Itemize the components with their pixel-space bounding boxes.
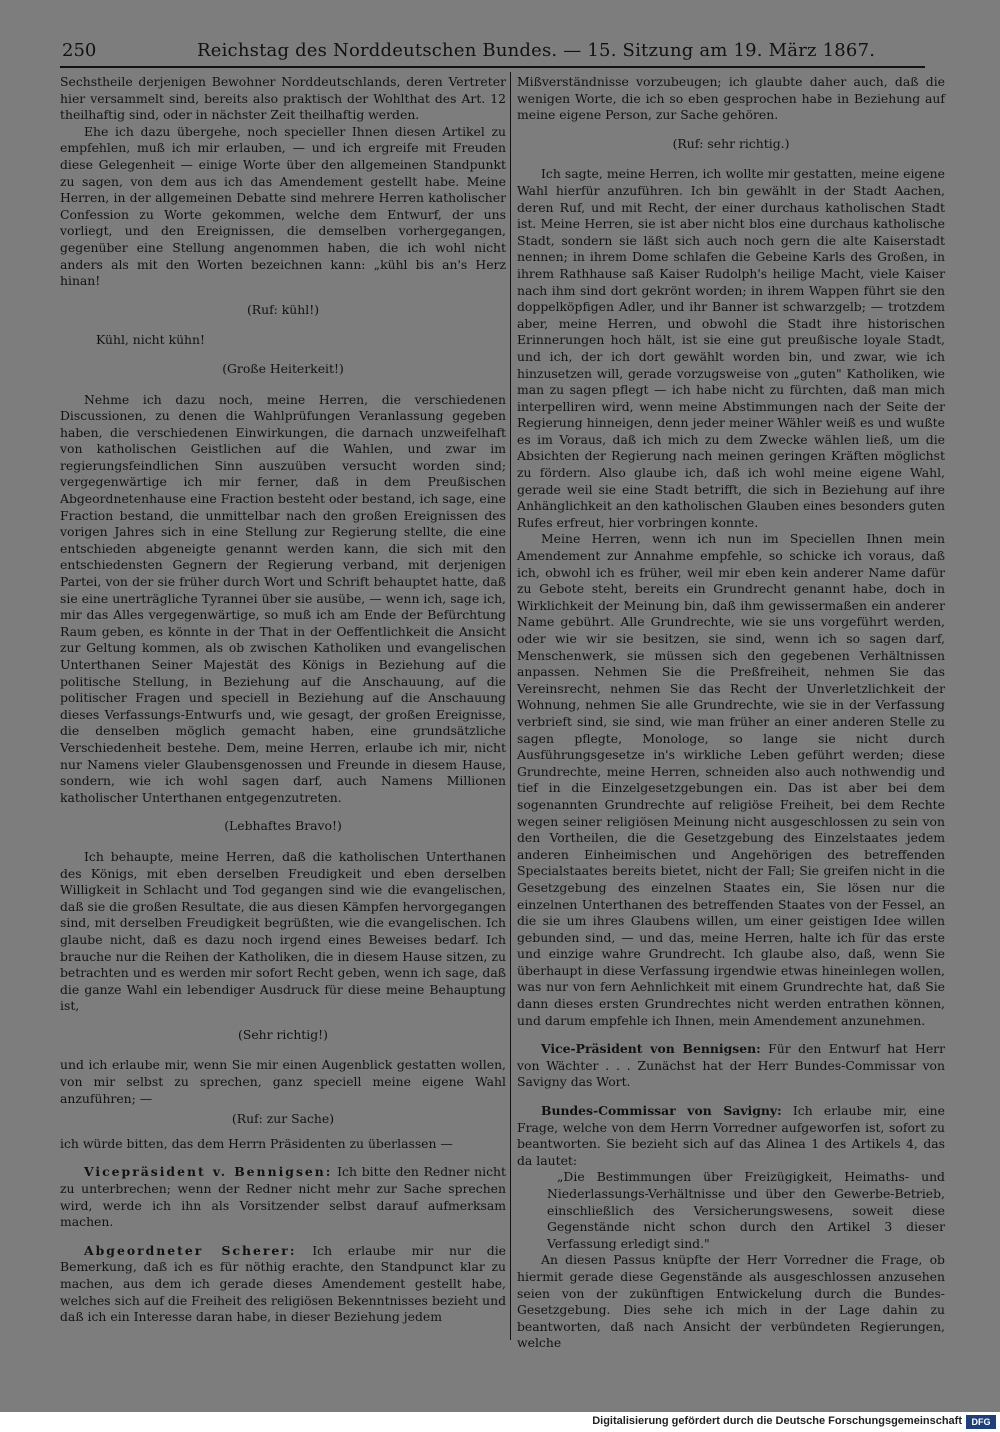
paragraph: Mißverständnisse vorzubeugen; ich glaubte daher auch, daß die wenigen Worte, die ich so eben gesprochen habe in Beziehung auf meine eigene Person, zur Sache gehören. (517, 74, 945, 123)
paragraph: An diesen Passus knüpfte der Herr Vorredner die Frage, ob hiermit gerade diese Gegenstände als ausgeschlossen anzusehen seien von der zukünftigen Entwickelung durch die Bundes-Gesetzgebung. Dies sehe ich mich in der Lage dahin zu beantworten, daß nach Ansicht der verbündeten Regierungen, welche (517, 1252, 945, 1351)
speaker-paragraph (60, 1243, 506, 1326)
interjection: (Ruf: sehr richtig.) (672, 135, 790, 151)
speaker-name: Vice-Präsident von Bennigsen: (541, 1041, 761, 1057)
paragraph: Kühl, nicht kühn! (96, 332, 205, 348)
paragraph: Ich sagte, meine Herren, ich wollte mir gestatten, meine eigene Wahl hierfür anzuführen. Ich bin gewählt in der Stadt Aachen, deren Ruf, und mit Recht, der einer durchaus katholischen Stadt ist. Meine Herren, sie ist aber nicht blos eine durchaus katholische Stadt, sondern sie läßt sich auch noch gern die alte Kaiserstadt nennen; in ihrem Dome schlafen die Gebeine Karls des Großen, in ihrem Rathhause saß Kaiser Rudolph's heilige Macht, viele Kaiser nach ihm sind dort gekrönt worden; in ihrem Wappen führt sie den doppelköpfigen Adler, und ihr Banner ist schwarzgelb; — trotzdem aber, meine Herren, und obwohl die Stadt ihre historischen Erinnerungen hoch hält, ist sie eine gut preußische loyale Stadt, und ich, der ich dort gewählt worden bin, und zwar, wie ich hinzusetzen will, gerade vorzugsweise von „guten" Katholiken, wie man zu sagen pflegt — ich habe nicht zu fürchten, daß man mich interpelliren wird, wenn meine Abstimmungen nach der Seite der Regierung hinneigen, denn jeder meiner Wähler weiß es und wußte es im Voraus, daß ich mich zu dem Zwecke wählen ließ, um die Absichten der Regierung nach meinen geringen Kräften möglichst zu fördern. Also glaube ich, daß ich wohl meine eigene Wahl, gerade weil sie eine Stadt betrifft, die sich in Beziehung auf ihre Anhänglichkeit an den katholischen Glauben eines besonders guten Rufes erfreut, hier vorbringen konnte. (517, 166, 945, 530)
left-column (60, 74, 506, 1326)
page-number: 250 (62, 40, 97, 61)
right-column (517, 74, 945, 1352)
paragraph: Nehme ich dazu noch, meine Herren, die verschiedenen Discussionen, zu denen die Wahlprüfungen Veranlassung gegeben haben, die verschiedenen Einwirkungen, die darnach unzweifelhaft von katholischen Geistlichen auf die Wahlen, und zwar im regierungsfeindlichen Sinn auszuüben versucht worden sind; vergegenwärtige ich mir ferner, daß in dem Preußischen Abgeordnetenhause eine Fraction besteht oder bestand, ich sage, eine Fraction bestand, die unmittelbar nach den großen Ereignissen des vorigen Jahres sich in eine Stellung zur Regierung stellte, die eine entschieden abgeneigte genannt werden kann, die sich mit den entschiedensten Gegnern der Regierung verband, mit derjenigen Partei, von der sie früher durch Wort und Schrift behauptet hatte, daß sie eine unerträgliche Tyrannei über sie ausübe, — wenn ich, sage ich, mir das Alles vergegenwärtige, so muß ich am Ende der Befürchtung Raum geben, es könnte in der That in der Oeffentlichkeit die Ansicht zur Geltung kommen, als ob zwischen Katholiken und evangelischen Unterthanen Seiner Majestät des Königs in Beziehung auf die politische Stellung, in Beziehung auf die Anschauung, auf die politischer Fragen und speciell in Beziehung auf die Anschauung dieses Verfassungs-Entwurfs und, wie gesagt, der großen Ereignisse, die denselben möglich gemacht haben, eine grundsätzliche Verschiedenheit bestehe. Dem, meine Herren, erlaube ich mir, nicht nur Namens vieler Glaubensgenossen und Freunde in diesem Hause, sondern, wie ich wohl sagen darf, auch Namens Millionen katholischer Unterthanen entgegenzutreten. (60, 391, 506, 805)
interjection: (Ruf: zur Sache) (231, 1111, 335, 1127)
quoted-article: „Die Bestimmungen über Freizügigkeit, Heimaths- und Niederlassungs-Verhältnisse und über den Gewerbe-Betrieb, einschließlich des Versicherungswesens, soweit diese Gegenstände nicht schon durch den Artikel 3 dieser Verfassung erledigt sind." (547, 1169, 945, 1251)
paragraph: und ich erlaube mir, wenn Sie mir einen Augenblick gestatten wollen, von mir selbst zu sprechen, ganz speciell meine eigene Wahl anzuführen; — (60, 1057, 506, 1106)
speaker-paragraph (60, 1164, 506, 1230)
header-rule (60, 66, 925, 68)
paragraph: Sechstheile derjenigen Bewohner Norddeutschlands, deren Vertreter hier versammelt sind, bereits also praktisch der Wohlthat des Art. 12 theilhaftig sind, oder in nächster Zeit theilhaftig werden. (60, 74, 506, 123)
speaker-name: Bundes-Commissar von Savigny: (541, 1103, 782, 1119)
speech-text: Ich erlaube mir nur die Bemerkung, daß ich es für nöthig erachte, den Standpunct klar zu machen, aus dem ich gerade dieses Amendement gestellt habe, welches sich auf die Freiheit des religiösen Bekenntnisses bezieht und daß ich ein Interesse daran habe, in dieser Beziehung jedem (60, 1242, 506, 1325)
page-header (62, 38, 920, 64)
column-divider (510, 72, 511, 1340)
speech-text: Ich bitte den Redner nicht zu unterbrechen; wenn der Redner nicht mehr zur Sache sprechen wird, werde ich ihn als Vorsitzender selbst darauf aufmerksam machen. (60, 1164, 506, 1230)
speaker-paragraph (517, 1103, 945, 1169)
footer-bar (0, 1412, 1000, 1432)
speech-text: Ich erlaube mir, eine Frage, welche von dem Herrn Vorredner aufgeworfen ist, sofort zu beantworten. Sie bezieht sich auf das Alinea 1 des Artikels 4, das da lautet: (517, 1103, 945, 1168)
paragraph: Ich behaupte, meine Herren, daß die katholischen Unterthanen des Königs, mit eben derselben Freudigkeit und eben derselben Willigkeit in Schlacht und Tod gegangen sind wie die evangelischen, daß sie die großen Resultate, die aus diesen Kämpfen hervorgegangen sind, mit derselben Freudigkeit begrüßten, wie die evangelischen. Ich glaube nicht, daß es dazu noch irgend eines Beweises bedarf. Ich brauche nur die Reihen der Katholiken, die in diesem Hause sitzen, zu betrachten und es werden mir sofort Recht geben, wenn ich sage, daß die ganze Wahl ein lebendiger Ausdruck für diese meine Behauptung ist, (60, 848, 506, 1014)
interjection: (Große Heiterkeit!) (222, 360, 344, 376)
interjection: (Sehr richtig!) (238, 1026, 328, 1042)
paragraph: ich würde bitten, das dem Herrn Präsidenten zu überlassen — (60, 1135, 453, 1151)
paragraph: Ehe ich dazu übergehe, noch specieller Ihnen diesen Artikel zu empfehlen, muß ich mir erlauben, — und ich ergreife mit Freuden diese Gelegenheit — einige Worte über den allgemeinen Standpunkt zu sagen, von dem aus ich das Amendement gestellt habe. Meine Herren, in der allgemeinen Debatte sind mehrere Herren katholischer Confession zu Worte gekommen, welche dem Entwurf, der uns vorliegt, und den Ereignissen, die demselben vorhergegangen, gegenüber eine Stellung angenommen haben, die ich wohl nicht anders als mit den Worten bezeichnen kann: „kühl bis an's Herz hinan! (60, 123, 506, 289)
dfg-logo: DFG (966, 1415, 996, 1429)
interjection: (Ruf: kühl!) (246, 301, 320, 317)
speaker-name: Vicepräsident v. Bennigsen: (84, 1164, 333, 1180)
speaker-paragraph (517, 1041, 945, 1091)
paragraph: Meine Herren, wenn ich nun im Speciellen Ihnen mein Amendement zur Annahme empfehle, so schicke ich voraus, daß ich, obwohl ich es früher, weil mir eben kein anderer Name dafür zu Gebote steht, bereits ein Grundrecht genannt habe, doch in Wirklichkeit der Meinung bin, daß ihm gewissermaßen ein anderer Name gebührt. Alle Grundrechte, wie sie uns vorgeführt werden, oder wie wir sie besitzen, sie sind, wenn ich so sagen darf, Menschenwerk, sie müssen sich den gegebenen Verhältnissen anpassen. Nehmen Sie die Preßfreiheit, nehmen Sie das Vereinsrecht, nehmen Sie das Recht der Unverletzlichkeit der Wohnung, nehmen Sie alle Grundrechte, wie sie in der Verfassung verbrieft sind, sie sind, wie man früher an einer anderen Stelle zu sagen pflegte, Monologe, so lange sie nicht durch Ausführungsgesetze in's wirkliche Leben geführt werden; diese Grundrechte, meine Herren, schneiden also auch nothwendig und tief in die Einzelgesetzgebungen ein. Das ist aber bei dem sogenannten Grundrechte auf religiöse Freiheit, bei dem Rechte wegen seiner religiösen Meinung nicht ausgeschlossen zu sein von den Vortheilen, die die Gesetzgebung des Einzelstaates jedem anderen Einheimischen und Angehörigen des betreffenden Specialstaates bereits bietet, nicht der Fall; Sie greifen nicht in die Gesetzgebung des einzelnen Staates ein, Sie lösen nur die einzelnen Unterthanen des betreffenden Staates von der Fessel, an die sie um ihres Glaubens willen, um einer geistigen Idee willen gebunden sind, — und das, meine Herren, halte ich für das erste und einzige wahre Grundrecht. Ich glaube also, daß, wenn Sie überhaupt in diese Verfassung irgendwie etwas hineinlegen wollen, was nur von fern Aehnlichkeit mit einem Grundrechte hat, daß Sie dann dieses ersten Grundrechtes nicht werden entrathen können, und darum empfehle ich Ihnen, mein Amendement anzunehmen. (517, 531, 945, 1028)
funding-credit: Digitalisierung gefördert durch die Deutsche Forschungsgemeinschaft (592, 1415, 962, 1427)
speech-text: Für den Entwurf hat Herr von Wächter . . . Zunächst hat der Herr Bundes-Commissar von Savigny das Wort. (517, 1041, 945, 1090)
speaker-name: Abgeordneter Scherer: (84, 1242, 297, 1258)
running-title: Reichstag des Norddeutschen Bundes. — 15. Sitzung am 19. März 1867. (197, 40, 876, 61)
interjection: (Lebhaftes Bravo!) (224, 818, 342, 834)
